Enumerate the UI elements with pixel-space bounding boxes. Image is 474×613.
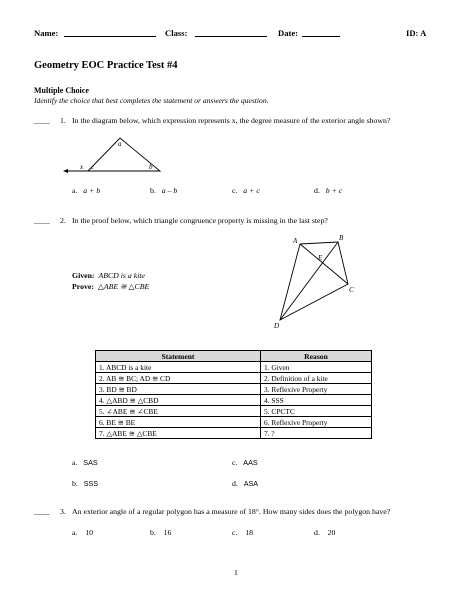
triangle-diagram <box>60 128 170 180</box>
option-1c[interactable] <box>232 186 260 195</box>
given-label: Given: <box>72 271 95 280</box>
table-row <box>96 417 372 428</box>
option-text: 20 <box>327 528 336 537</box>
kite-diagram <box>266 232 362 332</box>
option-letter: a. <box>72 458 78 467</box>
option-letter: c. <box>232 528 238 537</box>
option-1a[interactable] <box>72 186 100 195</box>
label-a: a <box>118 140 122 148</box>
given-text: ABCD is a kite <box>98 271 145 280</box>
option-letter: b. <box>150 186 156 195</box>
diagonal-ac <box>300 244 348 284</box>
kite-shape <box>280 242 348 320</box>
question-number-2: 2. <box>60 216 66 225</box>
statement-header: Statement <box>96 351 261 362</box>
reason-header: Reason <box>261 351 372 362</box>
section-heading: Multiple Choice <box>34 86 89 95</box>
option-letter: b. <box>72 479 78 488</box>
table-row <box>96 373 372 384</box>
prove-line <box>72 282 149 291</box>
option-3a[interactable] <box>72 528 93 537</box>
option-text: AAS <box>243 458 258 467</box>
label-B: B <box>339 234 344 242</box>
proof-table <box>95 350 372 439</box>
option-2d[interactable] <box>232 479 258 488</box>
statement-cell: 1. ABCD is a kite <box>96 362 261 373</box>
option-2b[interactable] <box>72 479 98 488</box>
option-2a[interactable] <box>72 458 98 467</box>
page-title: Geometry EOC Practice Test #4 <box>34 60 178 71</box>
option-text: 10 <box>85 528 94 537</box>
id-label: ID: A <box>406 28 427 38</box>
prove-text: △ABE ≅ △CBE <box>97 282 150 291</box>
reason-cell: 5. CPCTC <box>261 406 372 417</box>
option-1b[interactable] <box>150 186 177 195</box>
statement-cell: 4. △ABD ≅ △CBD <box>96 395 261 406</box>
label-b: b <box>149 163 153 171</box>
statement-cell: 5. ∠ABE ≅ ∠CBE <box>96 406 261 417</box>
reason-cell: 3. Reflexive Property <box>261 384 372 395</box>
option-text: SAS <box>83 458 98 467</box>
diagonal-bd <box>280 242 338 320</box>
option-letter: c. <box>232 186 238 195</box>
class-field[interactable] <box>195 28 267 37</box>
table-row <box>96 406 372 417</box>
option-text: a + b <box>83 186 101 195</box>
date-field[interactable] <box>302 28 340 37</box>
option-letter: b. <box>150 528 156 537</box>
option-1d[interactable] <box>314 186 342 195</box>
question-text-2: In the proof below, which triangle congruence property is missing in the last step? <box>72 216 328 225</box>
given-line <box>72 271 145 280</box>
statement-cell: 2. AB ≅ BC; AD ≅ CD <box>96 373 261 384</box>
class-label: Class: <box>165 28 188 38</box>
option-letter: d. <box>314 186 320 195</box>
option-3b[interactable] <box>150 528 171 537</box>
reason-cell: 1. Given <box>261 362 372 373</box>
question-text-1: In the diagram below, which expression represents x, the degree measure of the exterior angle shown? <box>72 116 391 125</box>
statement-cell: 6. BE ≅ BE <box>96 417 261 428</box>
option-letter: a. <box>72 186 78 195</box>
label-A: A <box>293 237 298 245</box>
label-c: c <box>91 163 95 171</box>
option-letter: c. <box>232 458 238 467</box>
option-2c[interactable] <box>232 458 258 467</box>
option-text: a – b <box>161 186 178 195</box>
page-number: 1 <box>234 568 238 577</box>
option-letter: a. <box>72 528 78 537</box>
table-row <box>96 362 372 373</box>
proof-header-row <box>96 351 372 362</box>
option-text: 18 <box>245 528 254 537</box>
statement-cell: 3. BD ≅ BD <box>96 384 261 395</box>
option-text: a + c <box>243 186 260 195</box>
answer-blank-2[interactable]: ____ <box>34 216 50 225</box>
reason-cell: 4. SSS <box>261 395 372 406</box>
question-number-1: 1. <box>60 116 66 125</box>
option-text: 16 <box>163 528 172 537</box>
date-label: Date: <box>278 28 299 38</box>
question-text-3: An exterior angle of a regular polygon has a measure of 18°. How many sides does the polygon have? <box>72 507 391 516</box>
statement-cell: 7. △ABE ≅ △CBE <box>96 428 261 439</box>
reason-cell: 6. Reflexive Property <box>261 417 372 428</box>
option-text: ASA <box>243 479 259 488</box>
arrowhead-icon <box>63 169 68 173</box>
option-3d[interactable] <box>314 528 335 537</box>
question-number-3: 3. <box>60 507 66 516</box>
label-x: x <box>80 163 84 171</box>
label-D: D <box>274 322 280 330</box>
table-row <box>96 395 372 406</box>
label-E: E <box>318 254 323 262</box>
section-instructions: Identify the choice that best completes the statement or answers the question. <box>34 96 269 105</box>
prove-label: Prove: <box>72 282 94 291</box>
option-letter: d. <box>314 528 320 537</box>
reason-cell: 2. Definition of a kite <box>261 373 372 384</box>
answer-blank-1[interactable]: ____ <box>34 116 50 125</box>
answer-blank-3[interactable]: ____ <box>34 507 50 516</box>
name-label: Name: <box>34 28 59 38</box>
table-row <box>96 384 372 395</box>
option-3c[interactable] <box>232 528 253 537</box>
option-text: SSS <box>83 479 99 488</box>
table-row <box>96 428 372 439</box>
name-field[interactable] <box>64 28 156 37</box>
reason-cell: 7. ? <box>261 428 372 439</box>
label-C: C <box>349 286 354 294</box>
option-letter: d. <box>232 479 238 488</box>
option-text: b + c <box>325 186 343 195</box>
